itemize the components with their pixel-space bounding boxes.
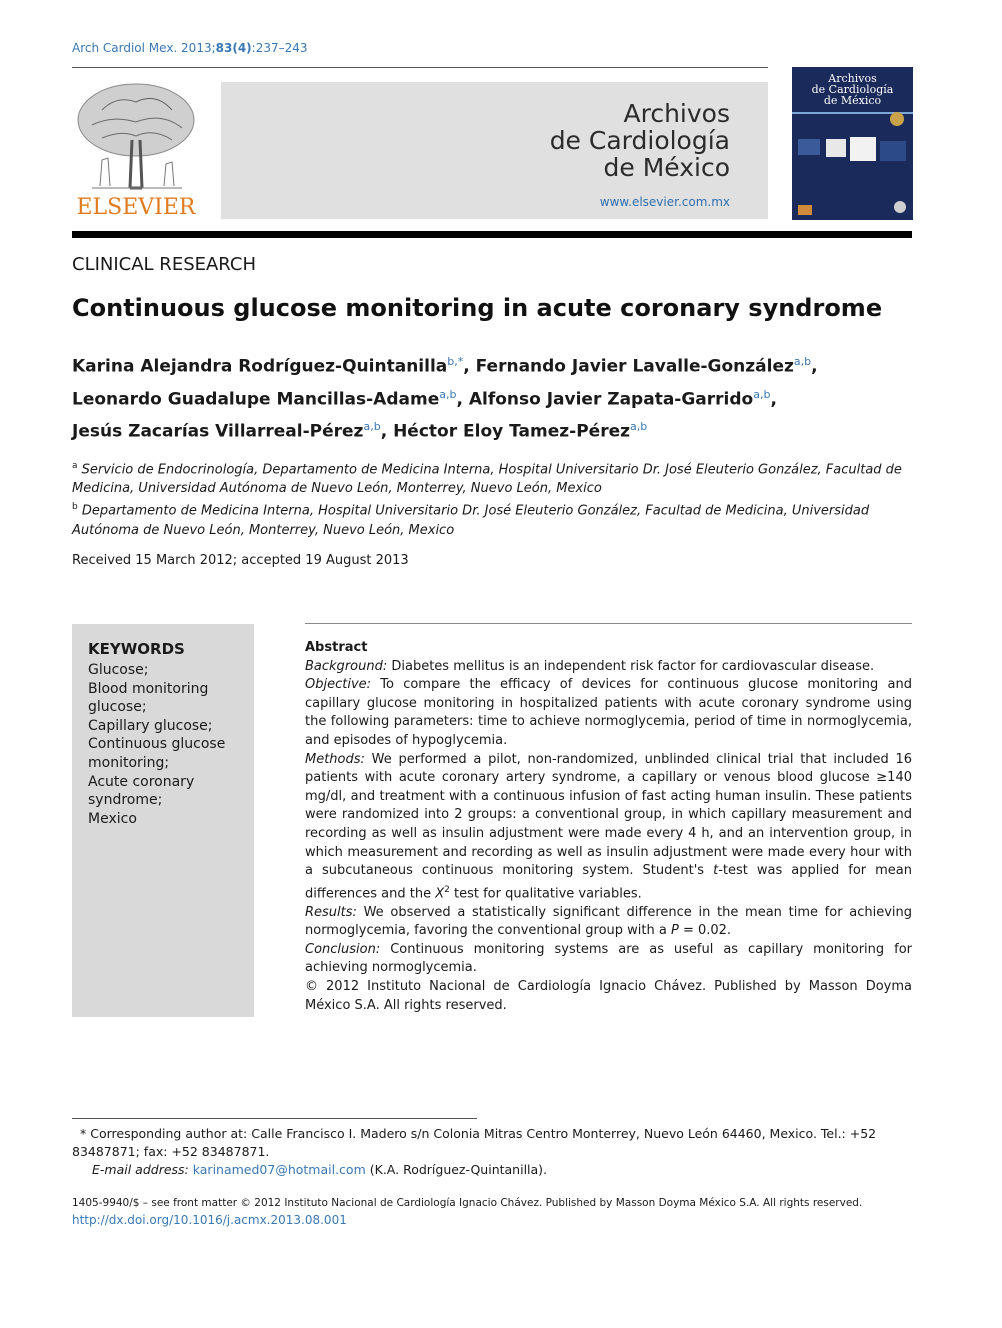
abstract-methods-text: -test was applied for mean differences and the <box>305 863 912 902</box>
abstract-methods-x: X <box>435 886 445 902</box>
cover-artwork-icon <box>792 67 913 220</box>
abstract-heading: Abstract <box>305 640 368 655</box>
author-affiliation-mark[interactable]: a,b <box>363 420 381 434</box>
abstract-conclusion <box>305 941 912 978</box>
elsevier-wordmark: ELSEVIER <box>76 195 196 220</box>
abstract-methods-text: test for qualitative variables. <box>449 886 642 902</box>
keywords-title: KEYWORDS <box>88 640 185 658</box>
keywords-list <box>88 661 248 828</box>
keyword-item: Blood monitoring glucose; <box>88 680 209 716</box>
cover-title-line3: de México <box>823 94 882 107</box>
author-affiliation-mark[interactable]: a,b <box>630 420 648 434</box>
footnote <box>72 1125 912 1179</box>
abstract-rule <box>305 623 912 624</box>
abstract-methods-label: Methods: <box>305 751 365 767</box>
doi-link[interactable]: http://dx.doi.org/10.1016/j.acmx.2013.08.001 <box>72 1213 347 1227</box>
abstract-results-text: = 0.02. <box>678 923 732 939</box>
abstract-conclusion-text: Continuous monitoring systems are as useful as capillary monitoring for achieving normoglycemia. <box>305 941 912 976</box>
author-separator: , <box>770 389 777 410</box>
author-name: Alfonso Javier Zapata-Garrido <box>468 389 754 410</box>
abstract-conclusion-label: Conclusion: <box>305 941 381 957</box>
journal-name-line1: Archivos <box>623 99 730 128</box>
keywords-panel <box>72 624 254 1017</box>
author-name: Héctor Eloy Tamez-Pérez <box>393 421 631 442</box>
keyword-item: Mexico <box>88 810 137 827</box>
abstract-results <box>305 904 912 941</box>
journal-name <box>550 100 730 181</box>
affiliation-a <box>72 457 912 498</box>
received-dates: Received 15 March 2012; accepted 19 August 2013 <box>72 553 409 568</box>
journal-cover <box>792 67 913 220</box>
author-name: Karina Alejandra Rodríguez-Quintanilla <box>72 356 448 377</box>
affiliation-mark: b <box>72 502 78 513</box>
elsevier-logo <box>72 80 200 220</box>
affiliation-b <box>72 498 912 539</box>
abstract-methods-t: t <box>713 863 719 879</box>
article-title: Continuous glucose monitoring in acute coronary syndrome <box>72 294 883 322</box>
email-suffix: (K.A. Rodríguez-Quintanilla). <box>365 1162 548 1177</box>
author-separator: , <box>463 356 476 377</box>
citation <box>72 41 308 55</box>
email-line <box>72 1161 912 1179</box>
abstract-results-label: Results: <box>305 904 357 920</box>
journal-banner <box>221 82 768 219</box>
author-separator: , <box>380 421 394 442</box>
section-label: CLINICAL RESEARCH <box>72 254 257 275</box>
abstract-objective-label: Objective: <box>305 677 372 693</box>
abstract-background-text: Diabetes mellitus is an independent risk factor for cardiovascular disease. <box>387 658 875 674</box>
affiliation-text: Servicio de Endocrinología, Departamento de Medicina Interna, Hospital Universitario Dr. José Eleuterio González, Facultad de Medicina, Universidad Autónoma de Nuevo León, Monterrey, Nuevo León, Mexico <box>72 462 902 497</box>
journal-name-line3: de México <box>603 153 730 182</box>
author-separator: , <box>456 389 469 410</box>
footnote-rule <box>72 1118 477 1119</box>
abstract-objective-text: To compare the efficacy of devices for continuous glucose monitoring and capillary glucose monitoring in hospitalized patients with acute coronary syndrome using the following parameters: time to achieve normoglycemia, period of time in normoglycemia, and episodes of hypoglycemia. <box>305 677 912 748</box>
affiliation-mark: a <box>72 461 78 471</box>
masthead-rule <box>72 231 912 238</box>
author-separator: , <box>811 356 818 377</box>
author-affiliation-mark[interactable]: a,b <box>439 387 457 401</box>
email-link[interactable]: karinamed07@hotmail.com <box>192 1162 366 1177</box>
author-name: Jesús Zacarías Villarreal-Pérez <box>72 421 364 442</box>
header-rule <box>72 67 768 68</box>
abstract-methods-text: We performed a pilot, non-randomized, unblinded clinical trial that included 16 patients with acute coronary artery syndrome, a capillary or venous blood glucose ≥140 mg/dl, and treatment with a continuous infusion of fast acting human insulin. These patients were randomized into 2 groups: a conventional group, in which capillary measurement and recording as well as insulin adjustment were made every 4 h, and an intervention group, in which measurement and recording as well as insulin adjustment were made every hour with a subcutaneous continuous monitoring system. Student's <box>305 751 912 879</box>
email-label: E-mail address: <box>92 1162 189 1177</box>
abstract-background <box>305 658 912 677</box>
author-affiliation-mark[interactable]: a,b <box>753 387 771 401</box>
journal-url[interactable]: www.elsevier.com.mx <box>599 195 730 209</box>
citation-volume: 83(4) <box>215 41 252 55</box>
author-affiliation-mark[interactable]: b,* <box>447 355 464 368</box>
author-list <box>72 348 932 446</box>
citation-pages: :237–243 <box>251 41 308 55</box>
keyword-item: Continuous glucose monitoring; <box>88 736 226 771</box>
abstract <box>305 639 912 1015</box>
abstract-objective <box>305 676 912 750</box>
issn-line: 1405-9940/$ – see front matter © 2012 Instituto Nacional de Cardiología Ignacio Chávez. Published by Masson Doyma México S.A. All rights reserved. <box>72 1197 863 1209</box>
affiliations <box>72 457 912 540</box>
abstract-results-text: We observed a statistically significant difference in the mean time for achieving normoglycemia, favoring the conventional group with a <box>305 904 912 939</box>
journal-name-line2: de Cardiología <box>549 126 730 155</box>
author-name: Leonardo Guadalupe Mancillas-Adame <box>72 389 440 410</box>
abstract-copyright: © 2012 Instituto Nacional de Cardiología Ignacio Chávez. Published by Masson Doyma México S.A. All rights reserved. <box>305 979 912 1013</box>
author-affiliation-mark[interactable]: a,b <box>793 355 812 368</box>
abstract-methods-x-sup: 2 <box>444 884 450 895</box>
keyword-item: Acute coronary syndrome; <box>88 773 195 809</box>
abstract-methods <box>305 751 912 904</box>
cover-title-line1: Archivos <box>828 72 877 85</box>
citation-journal: Arch Cardiol Mex. 2013; <box>72 41 216 55</box>
abstract-background-label: Background: <box>305 658 388 674</box>
author-name: Fernando Javier Lavalle-González <box>475 356 794 377</box>
affiliation-text: Departamento de Medicina Interna, Hospital Universitario Dr. José Eleuterio González, Facultad de Medicina, Universidad Autónoma de Nuevo León, Monterrey, Nuevo León, Mexico <box>72 503 870 538</box>
keyword-item: Glucose; <box>88 662 149 678</box>
tree-icon <box>72 80 200 196</box>
keyword-item: Capillary glucose; <box>88 717 213 734</box>
abstract-results-p: P <box>670 923 679 939</box>
corresponding-author: * Corresponding author at: Calle Francisco I. Madero s/n Colonia Mitras Centro Monterrey, Nuevo León 64460, Mexico. Tel.: +52 83487871; fax: +52 83487871. <box>72 1126 877 1159</box>
cover-title-line2: de Cardiología <box>811 83 894 96</box>
